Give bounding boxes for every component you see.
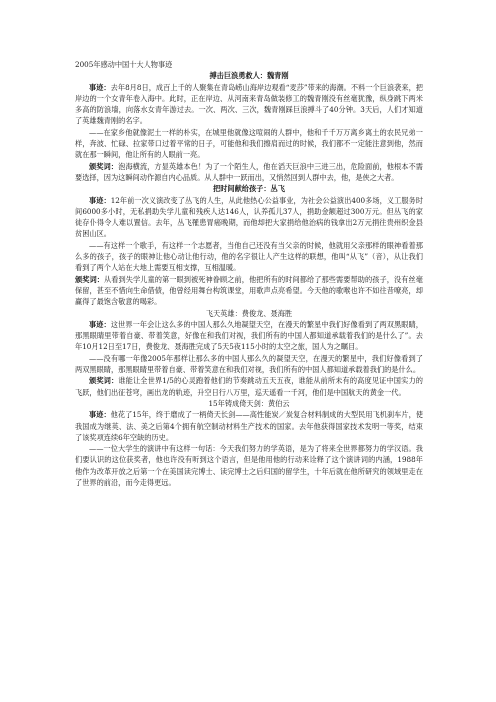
paragraph: [75, 375, 423, 398]
paragraph-text: 12年前一次义演改变了丛飞的人生，从此他热心公益事业，为社会公益演出400多场，义工服务时间6000多小时，无私捐助失学儿童和残疾人达146人，认养孤儿37人，捐助金额超过300万元。但丛飞的家徒存仆得令人难以置信。去年，丛飞罹患胃癌晚期，而他却把大家捐给他治病的钱拿出2万元捐往贵州织金县贫困山区。: [75, 195, 423, 239]
section-heading: 把时间献给孩子：丛飞: [213, 184, 285, 194]
paragraph-text: 去年8月8日，成百上千的人聚集在青岛崂山海岸边观看“麦莎”带来的海潮。不料一个巨浪袭来，把岸边的一个女青年卷入海中。此时，正在岸边、从河南来青岛做装修工的魏青刚没有丝毫犹豫，纵身跳下两米多高的防浪墙，向落水女青年游过去。一次、两次、三次，魏青刚踩巨浪搏斗了40分钟。3天后，人们才知道了英雄魏青刚的名字。: [75, 82, 423, 126]
paragraph-label: 事迹：: [89, 410, 111, 420]
document-title: 2005年感动中国十大人物事迹: [75, 60, 173, 69]
paragraph-text: 泡海横流，方显英雄本色！为了一个陌生人，他在滔天巨浪中三进三出，危险面前，他根本不需要选择，因为这瞬间动作源自内心品质。从人群中一跃而出，又悄然回到人群中去，他，是侠之大者。: [75, 161, 423, 182]
paragraph-text: ——有这样一个歌手，有这样一个志愿者，当他自己还没有当父亲的时候，他就用父亲那样的眼神看着那么多的孩子，孩子的眼神让他心动让他行动，他的名字很让人产生这样的联想，他叫“从飞”（音），从让我们看到了两个人站在大地上需要互相支撑，互相温暖。: [75, 240, 423, 273]
section-heading: 搏击巨浪勇救人：魏青刚: [209, 71, 289, 81]
document-page: [75, 59, 423, 488]
paragraph-text: ——在家乡他就像泥土一样的朴实，在城里他就像这喧闹的人群中，他和千千万万离乡离土的农民兄弟一样，奔波、忙碌、拉家带口过着平常的日子，可能他和我们擦肩而过的时候，我们都不一定能注意到他，然而就在那一瞬间，他让所有的人眼前一亮。: [75, 127, 423, 160]
paragraph: [75, 82, 423, 127]
paragraph: [75, 127, 423, 161]
paragraph-label: 颁奖词：: [89, 376, 119, 386]
paragraph-text: 这世界一年会让这么多的中国人那么久地凝望天空，在漫天的繁星中我们好像看到了两双黑眼睛，那黑眼睛里带着自豪、带着笑意，好像在和我们对视，我们所有的中国人都知道承载着我们的是什么了”。去年10月12日至17日，费俊龙、聂海胜完成了5天5夜115小时的太空之旅，国人为之瞩目。: [75, 319, 423, 352]
document-body: [75, 70, 423, 488]
paragraph-label: 事迹：: [89, 195, 111, 205]
paragraph: [75, 319, 423, 353]
paragraph-label: 事迹：: [89, 319, 111, 329]
section-heading: 15年铸成倚天剑：黄伯云: [208, 398, 290, 408]
paragraph: [75, 240, 423, 274]
paragraph: [75, 353, 423, 376]
paragraph-text: ——一位大学生的演讲中有这样一句话：今天我们努力的学英语，是为了将来全世界都努力的学汉语。我们要认识的这位获奖者，他也许没有听到这个语言，但是他用他的行动来诠释了这个演讲词的内涵，1988年他作为改革开放之后第一个在美国读完博士、读完博士之后归国的留学生，十年后就在他所研究的领域里走在了世界的前沿，而今走得更远。: [75, 444, 423, 487]
paragraph-label: 颁奖词：: [75, 274, 105, 284]
paragraph-text: 从看到失学儿童的第一眼到被死神眷顾之前，他把所有的时间都给了那些需要帮助的孩子，没有丝毫保留，甚至不惜向生命借债，他曾经用舞台构筑课堂，用歌声点亮希望。今天他的歌喉也许不如往昔嘹亮，却赢得了最饱含敬意的喝彩。: [75, 274, 423, 307]
section-heading: 飞天英雄：费俊龙、聂海胜: [205, 308, 293, 318]
paragraph: [75, 409, 423, 443]
paragraph: [75, 443, 423, 488]
paragraph-text: ——没有哪一年像2005年那样让那么多的中国人那么久的凝望天空，在漫天的繁星中，我们好像看到了两双黑眼睛，那黑眼睛里带着自豪、带着笑意在和我们对视，我们所有的中国人都知道承载着我们的是什么。: [75, 353, 423, 375]
paragraph: [75, 195, 423, 240]
paragraph-label: 事迹：: [89, 82, 111, 92]
paragraph: [75, 274, 423, 308]
paragraph: [75, 161, 423, 184]
paragraph-text: 他花了15年，终于磨成了一柄倚天长剑——高性能炭／炭复合材料制成的大型民用飞机刹车片，使我国成为继英、法、美之后第4个拥有航空制动材料生产技术的国家。去年他获得国家技术发明一等奖，结束了该奖项连续6年空缺的历史。: [75, 410, 423, 442]
paragraph-text: 谁能让全世界1/5的心灵跑着他们的节奏跳动五天五夜，谁能从前所未有的高度见证中国实力的飞跃，他们出征苍穹，画出龙的轨迹，升空日行八万里，巡天遥看一千河，他们是中国航天的黄金一代。: [75, 376, 423, 397]
paragraph-label: 颁奖词：: [89, 161, 119, 171]
